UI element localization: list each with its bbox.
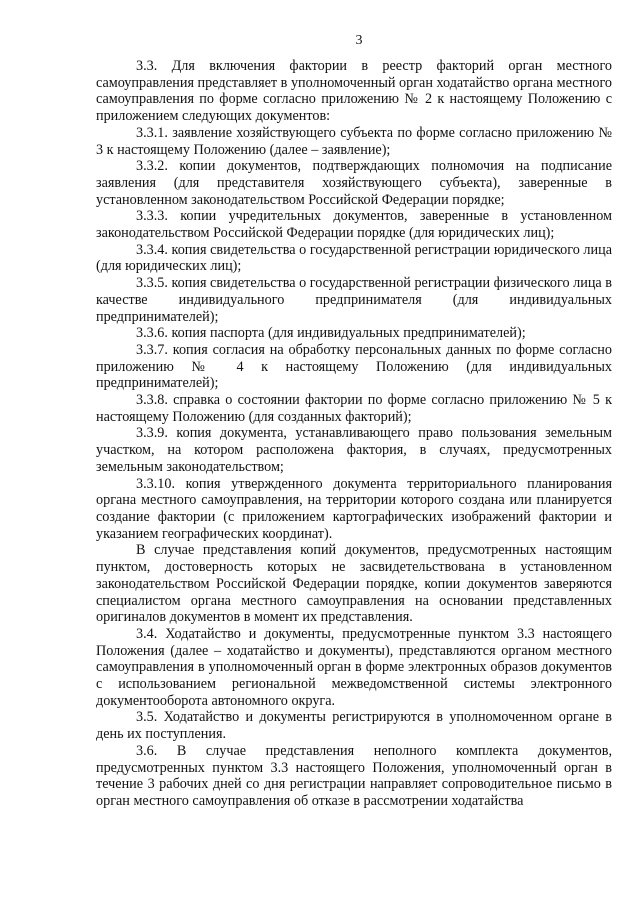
paragraph-3-3-2: 3.3.2. копии документов, подтверждающих полномочия на подписание заявления (для представителя хозяйствующего субъекта), заверенные в установленном законодательством Российской Федерации порядке;: [96, 158, 612, 208]
paragraph-3-6: 3.6. В случае представления неполного комплекта документов, предусмотренных пунктом 3.3 настоящего Положения, уполномоченный орган в течение 3 рабочих дней со дня регистрации направляет сопроводительное письмо в орган местного самоуправления об отказе в рассмотрении ходатайства: [96, 742, 612, 809]
paragraph-3-3-7: 3.3.7. копия согласия на обработку персональных данных по форме согласно приложению № 4 к настоящему Положению (для индивидуальных предпринимателей);: [96, 341, 612, 392]
paragraph-copies-certification: В случае представления копий документов, предусмотренных настоящим пунктом, достоверность которых не засвидетельствована в установленном законодательством Российской Федерации порядке, копии документов заверяются специалистом органа местного самоуправления на основании представленных оригиналов документов в момент их представления.: [96, 542, 612, 626]
page-number: 3: [355, 33, 363, 48]
paragraph-3-3-9: 3.3.9. копия документа, устанавливающего право пользования земельным участком, на котором расположена фактория, в случаях, предусмотренных земельным законодательством;: [96, 425, 612, 475]
paragraph-3-3-5: 3.3.5. копия свидетельства о государственной регистрации физического лица в качестве индивидуального предпринимателя (для индивидуальных предпринимателей);: [96, 275, 612, 325]
paragraph-3-3-8: 3.3.8. справка о состоянии фактории по форме согласно приложению № 5 к настоящему Положению (для созданных факторий);: [96, 392, 612, 425]
paragraph-3-3-6: 3.3.6. копия паспорта (для индивидуальных предпринимателей);: [136, 325, 526, 342]
paragraph-3-3: 3.3. Для включения фактории в реестр факторий орган местного самоуправления представляет в уполномоченный орган ходатайство органа местного самоуправления по форме согласно приложению № 2 к настоящему Положению с приложением следующих документов:: [96, 58, 612, 125]
paragraph-3-3-4: 3.3.4. копия свидетельства о государственной регистрации юридического лица (для юридических лиц);: [96, 241, 612, 275]
paragraph-3-5: 3.5. Ходатайство и документы регистрируются в уполномоченном органе в день их поступления.: [96, 709, 612, 743]
paragraph-3-3-1: 3.3.1. заявление хозяйствующего субъекта по форме согласно приложению № 3 к настоящему Положению (далее – заявление);: [96, 124, 612, 158]
paragraph-3-3-3: 3.3.3. копии учредительных документов, заверенные в установленном законодательством Российской Федерации порядке (для юридических лиц);: [96, 208, 612, 242]
paragraph-3-3-10: 3.3.10. копия утвержденного документа территориального планирования органа местного самоуправления, на территории которого создана или планируется создание фактории (с приложением картографических изображений фактории и указанием географических координат).: [96, 475, 612, 542]
paragraph-3-4: 3.4. Ходатайство и документы, предусмотренные пунктом 3.3 настоящего Положения (далее – ходатайство и документы), представляются органом местного самоуправления в уполномоченный орган в форме электронных образов документов с использованием региональной межведомственной системы электронного документооборота автономного округа.: [96, 625, 612, 709]
